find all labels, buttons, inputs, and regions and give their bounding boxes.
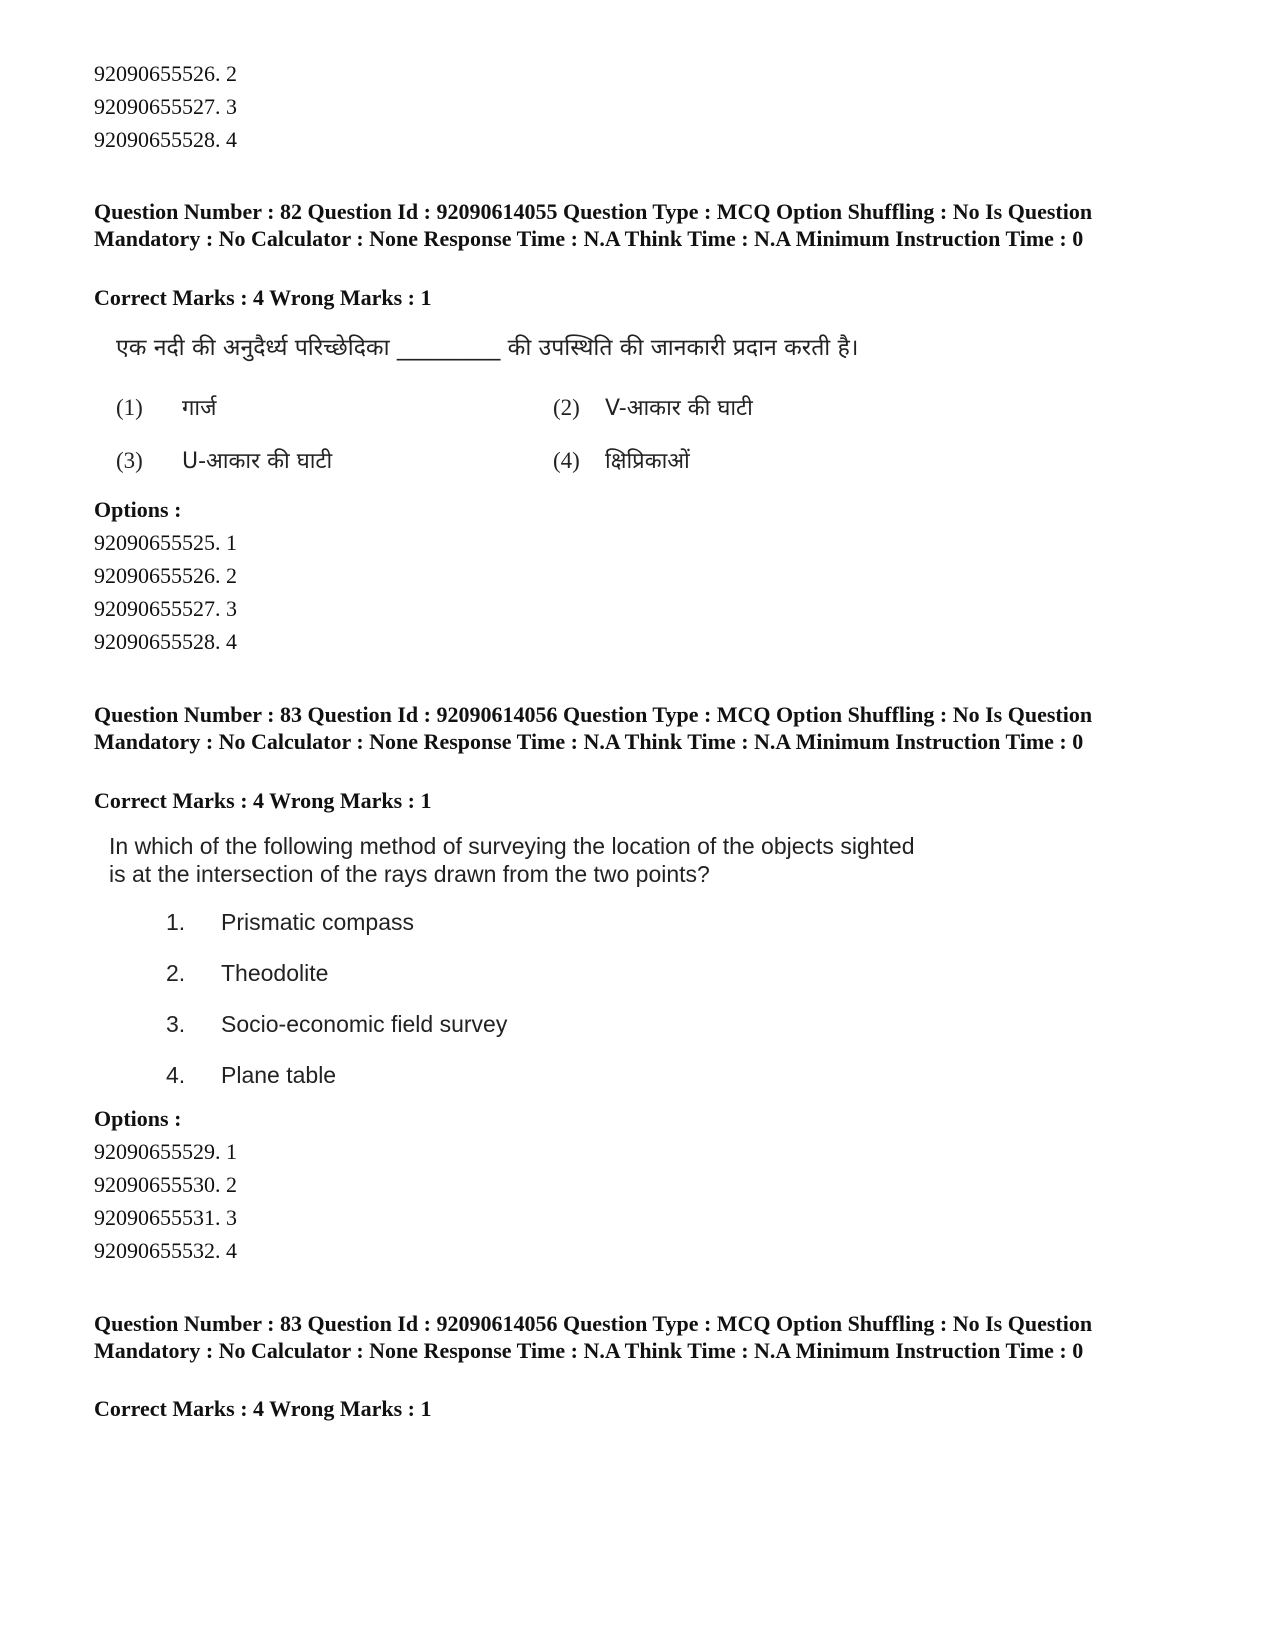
option-line: 92090655532. 4 [94,1238,237,1263]
choice-number: (2) [553,395,580,420]
q82-choice-2 [553,394,753,424]
q82-meta: Question Number : 82 Question Id : 92090614055 Question Type : MCQ Option Shuffling : No Is Question Mandatory : No Calculator : None Response Time : N.A Think Time : N.A Minimum Instruction Time : 0 [94,199,1093,251]
q82-choice-3 [116,447,332,477]
q82-stem-blank: _________ [396,335,501,361]
choice-text: Theodolite [221,960,329,986]
q83b-marks: Correct Marks : 4 Wrong Marks : 1 [94,1396,432,1421]
choice-number: 4. [166,1062,186,1088]
q83-options-heading: Options : [94,1106,182,1131]
q83-meta: Question Number : 83 Question Id : 92090614056 Question Type : MCQ Option Shuffling : No Is Question Mandatory : No Calculator : None Response Time : N.A Think Time : N.A Minimum Instruction Time : 0 [94,702,1093,754]
q83-options-list [94,1135,237,1267]
option-line: 92090655526. 2 [94,61,237,86]
q82-stem-part1: एक नदी की अनुदैर्ध्य परिच्छेदिका [116,335,390,361]
option-line: 92090655528. 4 [94,629,237,654]
q83-stem-line: is at the intersection of the rays drawn from the two points? [109,861,710,887]
choice-text: V-आकार की घाटी [605,396,753,421]
choice-number: 1. [166,909,186,935]
q83-choice-1 [166,909,414,936]
option-line: 92090655527. 3 [94,94,237,119]
choice-text: गार्ज [182,396,217,421]
q82-options-heading: Options : [94,497,182,522]
option-line: 92090655525. 1 [94,530,237,555]
choice-text: Prismatic compass [221,909,414,935]
option-line: 92090655527. 3 [94,596,237,621]
option-line: 92090655526. 2 [94,563,237,588]
q83-choice-4 [166,1062,336,1089]
q83-choice-3 [166,1011,507,1038]
q83-stem [109,832,914,888]
choice-text: Plane table [221,1062,337,1088]
q83-marks: Correct Marks : 4 Wrong Marks : 1 [94,788,432,813]
option-line: 92090655530. 2 [94,1172,237,1197]
q82-options-list [94,526,237,658]
q82-stem-part2: की उपस्थिति की जानकारी प्रदान करती है। [507,335,859,361]
choice-number: (4) [553,448,580,473]
q82-stem [116,333,859,363]
choice-text: U-आकार की घाटी [182,449,333,474]
choice-number: (1) [116,395,143,420]
option-line: 92090655529. 1 [94,1139,237,1164]
q82-choice-1 [116,394,216,424]
choice-text: क्षिप्रिकाओं [605,449,690,474]
choice-number: 3. [166,1011,186,1037]
option-line: 92090655531. 3 [94,1205,237,1230]
choice-number: 2. [166,960,186,986]
q82-marks: Correct Marks : 4 Wrong Marks : 1 [94,285,432,310]
choice-number: (3) [116,448,143,473]
q83b-meta: Question Number : 83 Question Id : 92090614056 Question Type : MCQ Option Shuffling : No Is Question Mandatory : No Calculator : None Response Time : N.A Think Time : N.A Minimum Instruction Time : 0 [94,1311,1093,1363]
q83-stem-line: In which of the following method of surveying the location of the objects sighted [109,833,915,859]
q83-choice-2 [166,960,328,987]
top-options-list [94,57,237,156]
choice-text: Socio-economic field survey [221,1011,508,1037]
option-line: 92090655528. 4 [94,127,237,152]
q82-choice-4 [553,447,690,477]
